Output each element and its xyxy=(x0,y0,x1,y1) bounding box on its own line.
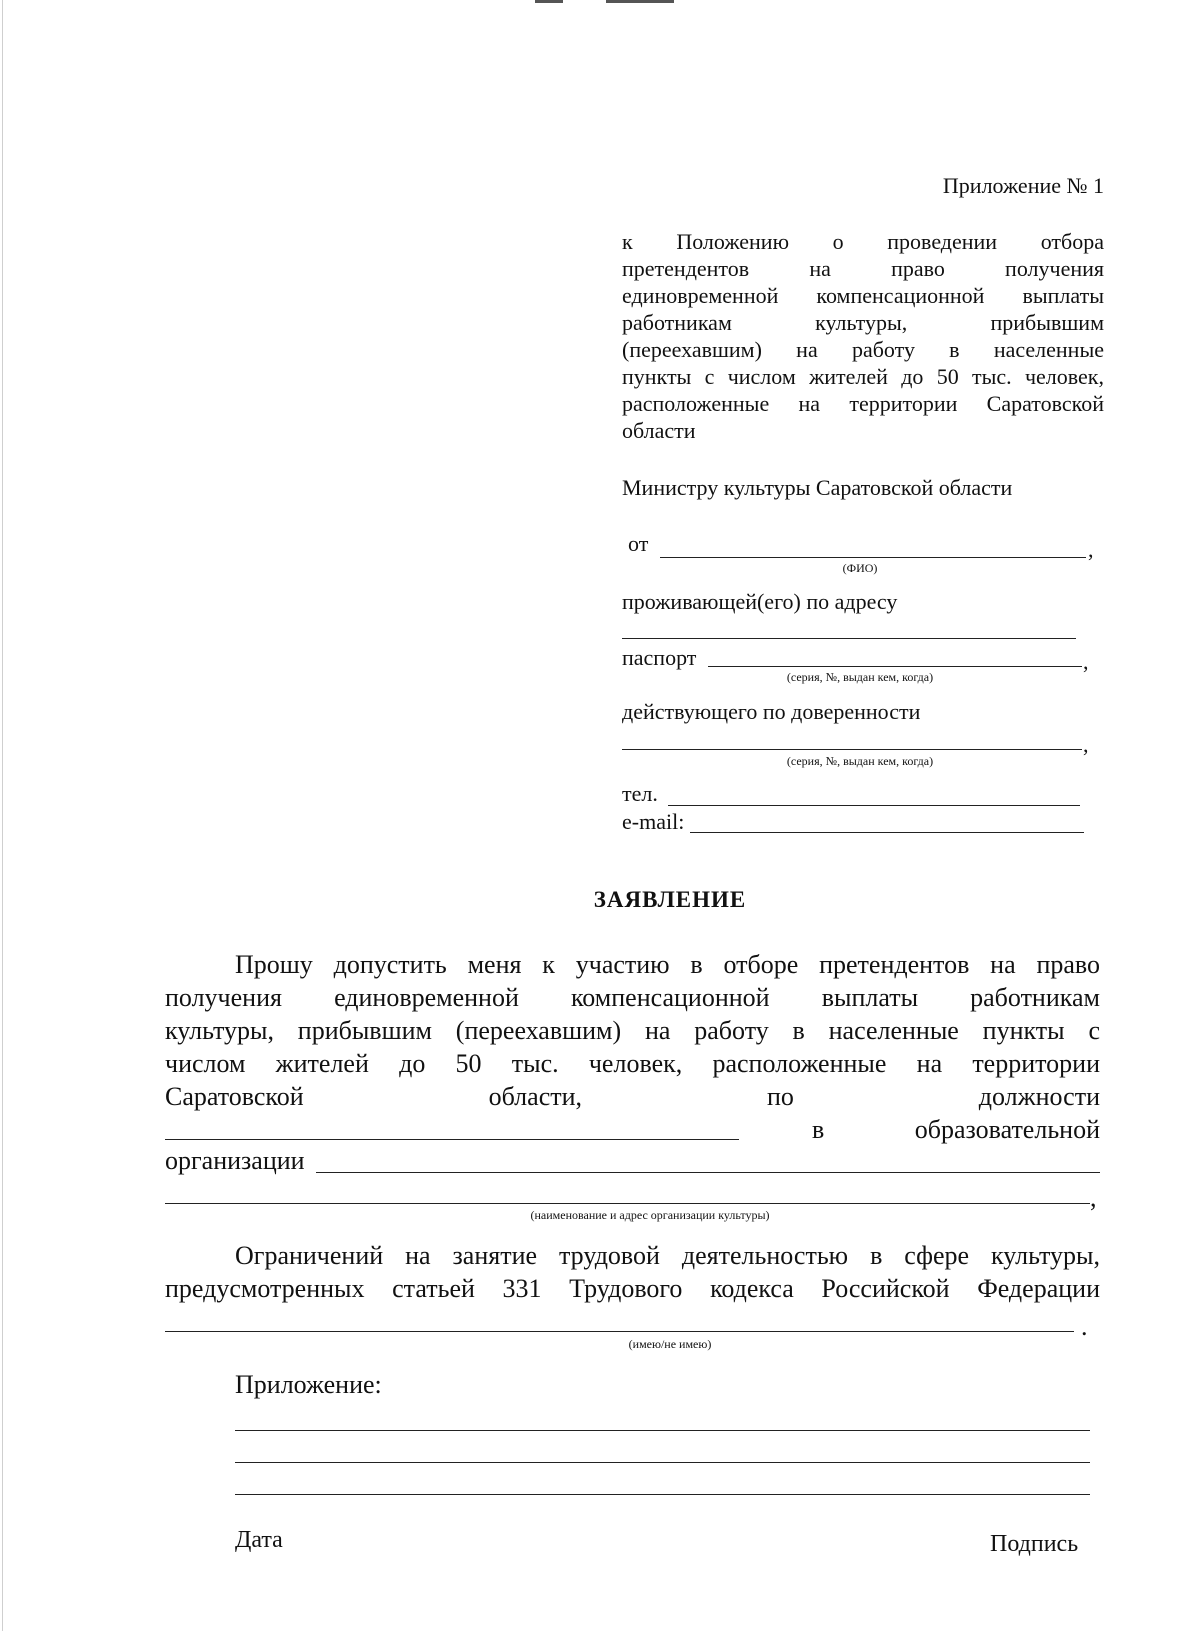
restrictions-line: предусмотренных статьей 331 Трудового кодекса Российской Федерации xyxy=(165,1274,1100,1303)
restrictions-line: Ограничений на занятие трудовой деятельностью в сфере культуры, xyxy=(235,1241,1100,1270)
regulation-line: к Положению о проведении отбора xyxy=(622,229,1104,254)
attachment-field-line[interactable] xyxy=(235,1430,1090,1431)
restrictions-field-line[interactable] xyxy=(165,1331,1074,1332)
body-word: по xyxy=(766,1082,794,1111)
body-line: числом жителей до 50 тыс. человек, расположенные на территории xyxy=(165,1049,1100,1078)
fio-field-line[interactable] xyxy=(660,557,1086,558)
body-line: культуры, прибывшим (переехавшим) на работу в населенные пункты с xyxy=(165,1016,1100,1045)
passport-caption: (серия, №, выдан кем, когда) xyxy=(786,670,934,684)
address-label: проживающей(его) по адресу xyxy=(622,589,898,614)
body-paragraph xyxy=(165,981,1100,1080)
fio-caption: (ФИО) xyxy=(842,561,878,575)
passport-field-line[interactable] xyxy=(708,666,1082,667)
document-title: ЗАЯВЛЕНИЕ xyxy=(593,887,747,912)
proxy-caption: (серия, №, выдан кем, когда) xyxy=(786,754,934,768)
fio-comma: , xyxy=(1088,537,1094,562)
organization-field-line[interactable] xyxy=(316,1172,1100,1173)
regulation-line: (переехавшим) на работу в населенные xyxy=(622,337,1104,362)
attachment-field-line[interactable] xyxy=(235,1462,1090,1463)
regulation-line: области xyxy=(622,418,696,443)
organization-label: организации xyxy=(165,1146,305,1175)
body-word: в xyxy=(812,1115,825,1144)
restrictions-period: . xyxy=(1081,1312,1088,1341)
email-field-line[interactable] xyxy=(690,832,1084,833)
proxy-field-line[interactable] xyxy=(622,749,1082,750)
phone-label: тел. xyxy=(622,781,658,806)
organization-comma: , xyxy=(1090,1183,1097,1212)
body-word: Саратовской xyxy=(165,1082,304,1111)
body-line: Прошу допустить меня к участию в отборе претендентов на право xyxy=(235,950,1100,979)
email-label: e-mail: xyxy=(622,809,685,834)
appendix-header: Приложение № 1 xyxy=(942,173,1104,198)
regulation-line: работникам культуры, прибывшим xyxy=(622,310,1104,335)
passport-comma: , xyxy=(1083,649,1089,674)
body-word: области, xyxy=(488,1082,583,1111)
regulation-line: претендентов на право получения xyxy=(622,256,1104,281)
body-word: образовательной xyxy=(914,1115,1100,1144)
body-line: получения единовременной компенсационной выплаты работникам xyxy=(165,983,1100,1012)
body-line xyxy=(165,1080,1100,1113)
body-word: должности xyxy=(978,1082,1100,1111)
regulation-reference xyxy=(622,228,1104,444)
attachment-field-line[interactable] xyxy=(235,1494,1090,1495)
page-edge xyxy=(2,0,3,1631)
organization-caption: (наименование и адрес организации культуры) xyxy=(530,1208,770,1222)
signature-label: Подпись xyxy=(990,1531,1079,1557)
regulation-line: пункты с числом жителей до 50 тыс. человек, xyxy=(622,364,1104,389)
organization-field-line-2[interactable] xyxy=(165,1203,1090,1204)
passport-label: паспорт xyxy=(622,645,697,670)
position-field-line[interactable] xyxy=(165,1139,739,1140)
attachment-label: Приложение: xyxy=(235,1370,382,1399)
addressee: Министру культуры Саратовской области xyxy=(622,475,1013,500)
regulation-line: единовременной компенсационной выплаты xyxy=(622,283,1104,308)
proxy-comma: , xyxy=(1083,732,1089,757)
scan-mark xyxy=(535,0,563,3)
regulation-line: расположенные на территории Саратовской xyxy=(622,391,1104,416)
proxy-label: действующего по доверенности xyxy=(622,699,921,724)
phone-field-line[interactable] xyxy=(668,805,1080,806)
scan-mark xyxy=(606,0,674,3)
date-label: Дата xyxy=(235,1527,283,1553)
address-field-line[interactable] xyxy=(622,638,1076,639)
restrictions-caption: (имею/не имею) xyxy=(628,1337,712,1351)
from-label: от xyxy=(628,531,649,556)
